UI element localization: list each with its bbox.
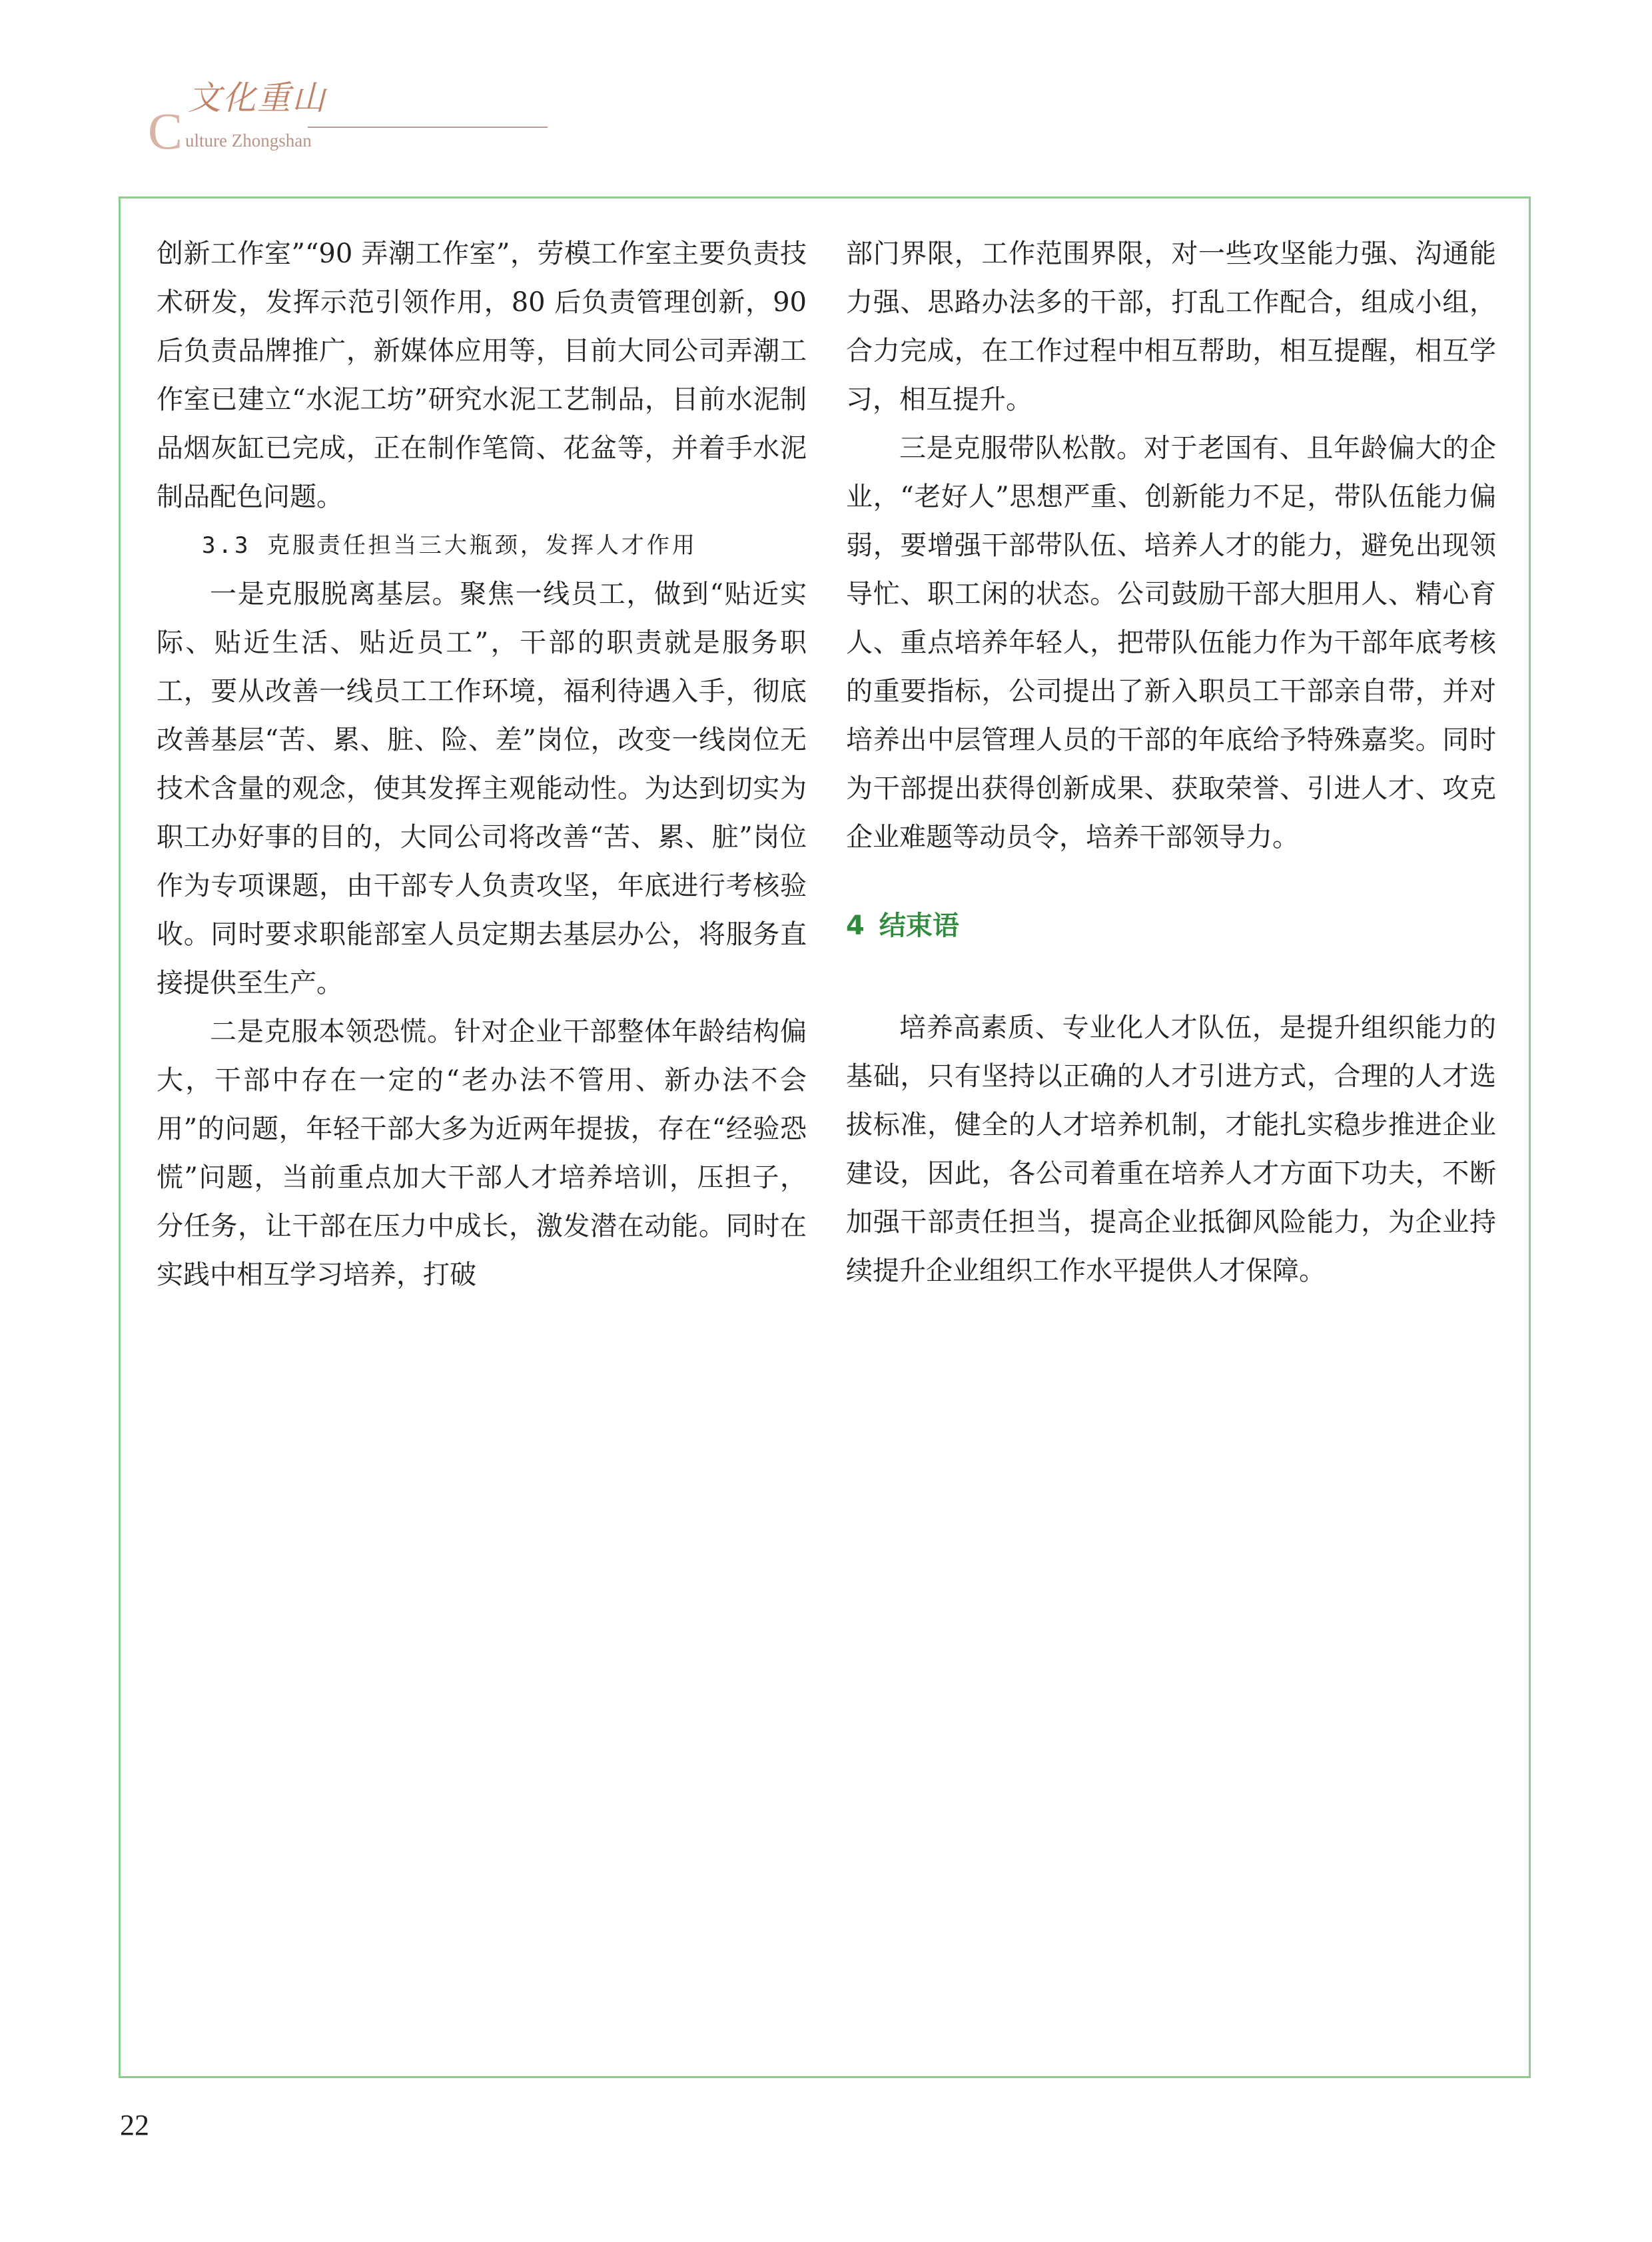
body-paragraph: 培养高素质、专业化人才队伍，是提升组织能力的基础，只有坚持以正确的人才引进方式，合理的人才选拔标准，健全的人才培养机制，才能扎实稳步推进企业建设，因此，各公司着重在培养人才方面下功夫，不断加强干部责任担当，提高企业抵御风险能力，为企业持续提升企业组织工作水平提供人才保障。	[846, 1012, 1496, 1286]
logo-divider-line	[308, 127, 548, 128]
section-heading	[846, 902, 1496, 950]
logo-chinese-title: 文化重山	[188, 79, 326, 117]
body-paragraph: 创新工作室”“90 弄潮工作室”，劳模工作室主要负责技术研发，发挥示范引领作用，80 后负责管理创新，90 后负责品牌推广，新媒体应用等，目前大同公司弄潮工作室已建立“水泥工坊”研究水泥工艺制品，目前水泥制品烟灰缸已完成，正在制作笔筒、花盆等，并着手水泥制品配色问题。	[157, 238, 807, 512]
magazine-logo	[148, 79, 414, 160]
section-number: 4	[846, 911, 865, 941]
body-paragraph: 三是克服带队松散。对于老国有、且年龄偏大的企业，“老好人”思想严重、创新能力不足，带队伍能力偏弱，要增强干部带队伍、培养人才的能力，避免出现领导忙、职工闲的状态。公司鼓励干部大胆用人、精心育人、重点培养年轻人，把带队伍能力作为干部年底考核的重要指标，公司提出了新入职员工干部亲自带，并对培养出中层管理人员的干部的年底给予特殊嘉奖。同时为干部提出获得创新成果、获取荣誉、引进人才、攻克企业难题等动员令，培养干部领导力。	[846, 433, 1496, 853]
logo-letter-c: C	[148, 102, 183, 160]
section-title: 结束语	[879, 911, 959, 941]
page-number: 22	[120, 2109, 149, 2141]
left-column	[157, 230, 807, 1300]
subsection-heading: 3.3 克服责任担当三大瓶颈，发挥人才作用	[202, 532, 697, 559]
right-column	[846, 230, 1496, 1296]
logo-english-title: ulture Zhongshan	[185, 131, 312, 151]
body-paragraph: 二是克服本领恐慌。针对企业干部整体年龄结构偏大，干部中存在一定的“老办法不管用、新办法不会用”的问题，年轻干部大多为近两年提拔，存在“经验恐慌”问题，当前重点加大干部人才培养培训，压担子，分任务，让干部在压力中成长，激发潜在动能。同时在实践中相互学习培养，打破	[157, 1016, 807, 1290]
body-paragraph: 部门界限，工作范围界限，对一些攻坚能力强、沟通能力强、思路办法多的干部，打乱工作配合，组成小组，合力完成，在工作过程中相互帮助，相互提醒，相互学习，相互提升。	[846, 238, 1496, 415]
body-paragraph: 一是克服脱离基层。聚焦一线员工，做到“贴近实际、贴近生活、贴近员工”，干部的职责就是服务职工，要从改善一线员工工作环境，福利待遇入手，彻底改善基层“苦、累、脏、险、差”岗位，改变一线岗位无技术含量的观念，使其发挥主观能动性。为达到切实为职工办好事的目的，大同公司将改善“苦、累、脏”岗位作为专项课题，由干部专人负责攻坚，年底进行考核验收。同时要求职能部室人员定期去基层办公，将服务直接提供至生产。	[157, 579, 807, 998]
